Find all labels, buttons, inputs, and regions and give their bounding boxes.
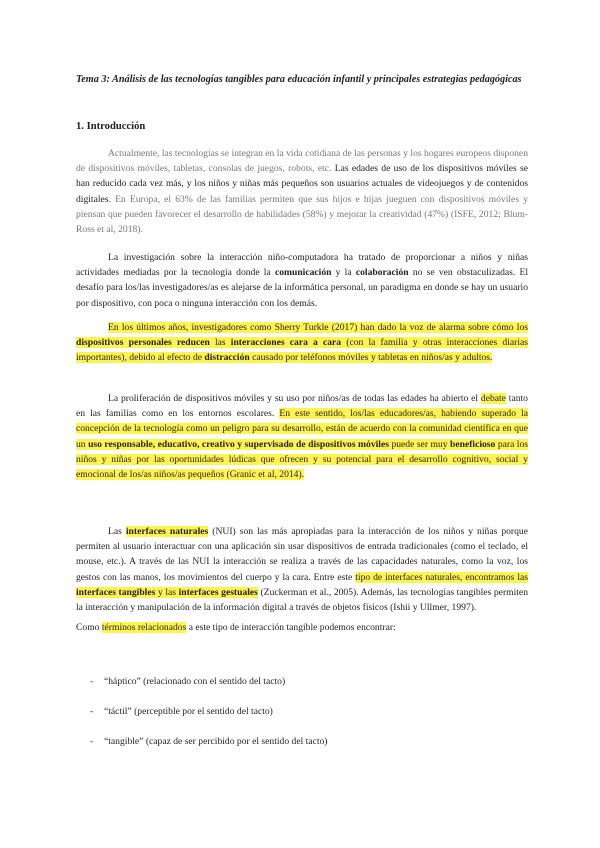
list-item xyxy=(90,734,328,749)
list-intro-highlight: términos relacionados xyxy=(101,622,187,633)
p4-text: para los niños y niñas por las oportunidades lúdicas que ofrecen y su potencial para el desarrollo cognitivo, social y emocional de los/as niños/as pequeños (Granic et al, 2014). xyxy=(76,438,528,481)
p3-text: las xyxy=(209,337,231,349)
p1-text: Actualmente, las tecnologías se integran en la vida cotidiana de las personas y los hogares europeos disponen de dispositivos móviles, tabletas, consolas de juegos, robots, etc. xyxy=(76,148,528,175)
p3-bold: distracción xyxy=(204,352,250,364)
paragraph-2 xyxy=(76,250,528,311)
p4-text: puede ser muy xyxy=(388,438,451,450)
list-dash: - xyxy=(90,706,94,717)
list-intro xyxy=(76,620,396,635)
section-heading: 1. Introducción xyxy=(76,121,146,132)
p5-text: (Zuckerman et al., 2005). Además, las tecnologías tangibles permiten la interacción y manipulación de la información digital a través de objetos físicos (Ishii y Ullmer, 1997). xyxy=(76,586,528,614)
p4-bold: beneficioso xyxy=(450,438,496,450)
p5-text: y las xyxy=(155,586,179,598)
list-item xyxy=(90,704,273,719)
p2-bold-colaboracion: colaboración xyxy=(355,267,409,279)
p5-bold-interfaces-naturales: interfaces naturales xyxy=(125,526,209,537)
list-item-text: “táctil” (perceptible por el sentido del tacto) xyxy=(104,706,273,717)
p3-bold: interacciones cara a cara xyxy=(230,337,342,349)
p3-text: En los últimos años, investigadores como Sherry Turkle (2017) han dado la voz de alarma sobre cómo los xyxy=(108,322,528,333)
p2-text: no se ven obstaculizadas. El desafío para los/las investigadores/as es alejarse de la informática personal, un paradigma en donde se hay un usuario por dispositivo, con poca o ninguna interacción con los demás. xyxy=(76,267,529,309)
p5-text: (NUI) son las más apropiadas para la interacción de los niños y niñas porque permiten al usuario interactuar con una aplicación sin usar dispositivos de entrada tradicionales (como el teclado, el mouse, etc.). A través de las NUI la interacción se realiza a través de las capacidades naturales, como la voz, los gestos con las manos, los movimientos del cuerpo y la cara. Entre este xyxy=(76,526,528,583)
list-dash: - xyxy=(90,676,94,687)
list-dash: - xyxy=(90,736,94,747)
paragraph-4 xyxy=(76,391,528,482)
p5-bold: interfaces tangibles xyxy=(76,586,156,598)
p4-highlight-debate: debate xyxy=(480,393,506,404)
p2-text: La investigación sobre la interacción niño-computadora ha tratado de proporcionar a niños y niñas actividades mediadas por la tecnología donde la xyxy=(76,252,528,279)
p3-text: (con la familia y otras interacciones diarias importantes), debido al efecto de xyxy=(76,337,528,364)
p2-text: y la xyxy=(331,267,356,279)
p2-bold-comunicacion: comunicación xyxy=(274,267,332,279)
p4-text: En este sentido, los/las educadores/as, habiendo superado la concepción de la tecnología como un peligro para su desarrollo, están de acuerdo con la comunidad científica en que un xyxy=(76,408,528,450)
p5-text: tipo de interfaces naturales, encontramos las xyxy=(355,571,528,583)
p4-text: La proliferación de dispositivos móviles y su uso por niños/as de todas las edades ha abierto el xyxy=(108,393,481,404)
list-item-text: “háptico” (relacionado con el sentido del tacto) xyxy=(104,676,286,687)
p5-bold: interfaces gestuales xyxy=(178,586,258,598)
p4-text: tanto en las familias como en los entornos escolares. xyxy=(76,393,528,420)
p3-bold: dispositivos personales reducen xyxy=(76,337,210,349)
p1-text-end: . En Europa, el 63% de las familias permiten que sus hijos e hijas jueguen con dispositivos móviles y piensan que pueden favorecer el desarrollo de habilidades (58%) y mejorar la creatividad (47%) (ISFE, 2012; Blum-Ross et al, 2018). xyxy=(76,193,528,236)
p5-text: Las xyxy=(108,526,126,537)
list-intro-text: a este tipo de interacción tangible podemos encontrar: xyxy=(186,622,396,633)
p1-emphasis: Las edades de uso de los dispositivos móviles se han reducido cada vez más, y los niños y niñas más pequeños son usuarios actuales de videojuegos y de contenidos digitales xyxy=(76,163,529,205)
paragraph-5 xyxy=(76,524,528,615)
list-item-text: “tangible” (capaz de ser percibido por el sentido del tacto) xyxy=(104,736,328,747)
document-title: Tema 3: Análisis de las tecnologías tangibles para educación infantil y principales estrategias pedagógicas xyxy=(76,74,522,85)
p3-text: causado por teléfonos móviles y tabletas en niños/as y adultos. xyxy=(249,352,493,364)
p4-bold: uso responsable, educativo, creativo y supervisado de dispositivos móviles xyxy=(88,438,389,450)
list-item xyxy=(90,674,285,689)
list-intro-text: Como xyxy=(76,622,102,633)
paragraph-3 xyxy=(76,320,528,366)
paragraph-1 xyxy=(76,146,528,237)
